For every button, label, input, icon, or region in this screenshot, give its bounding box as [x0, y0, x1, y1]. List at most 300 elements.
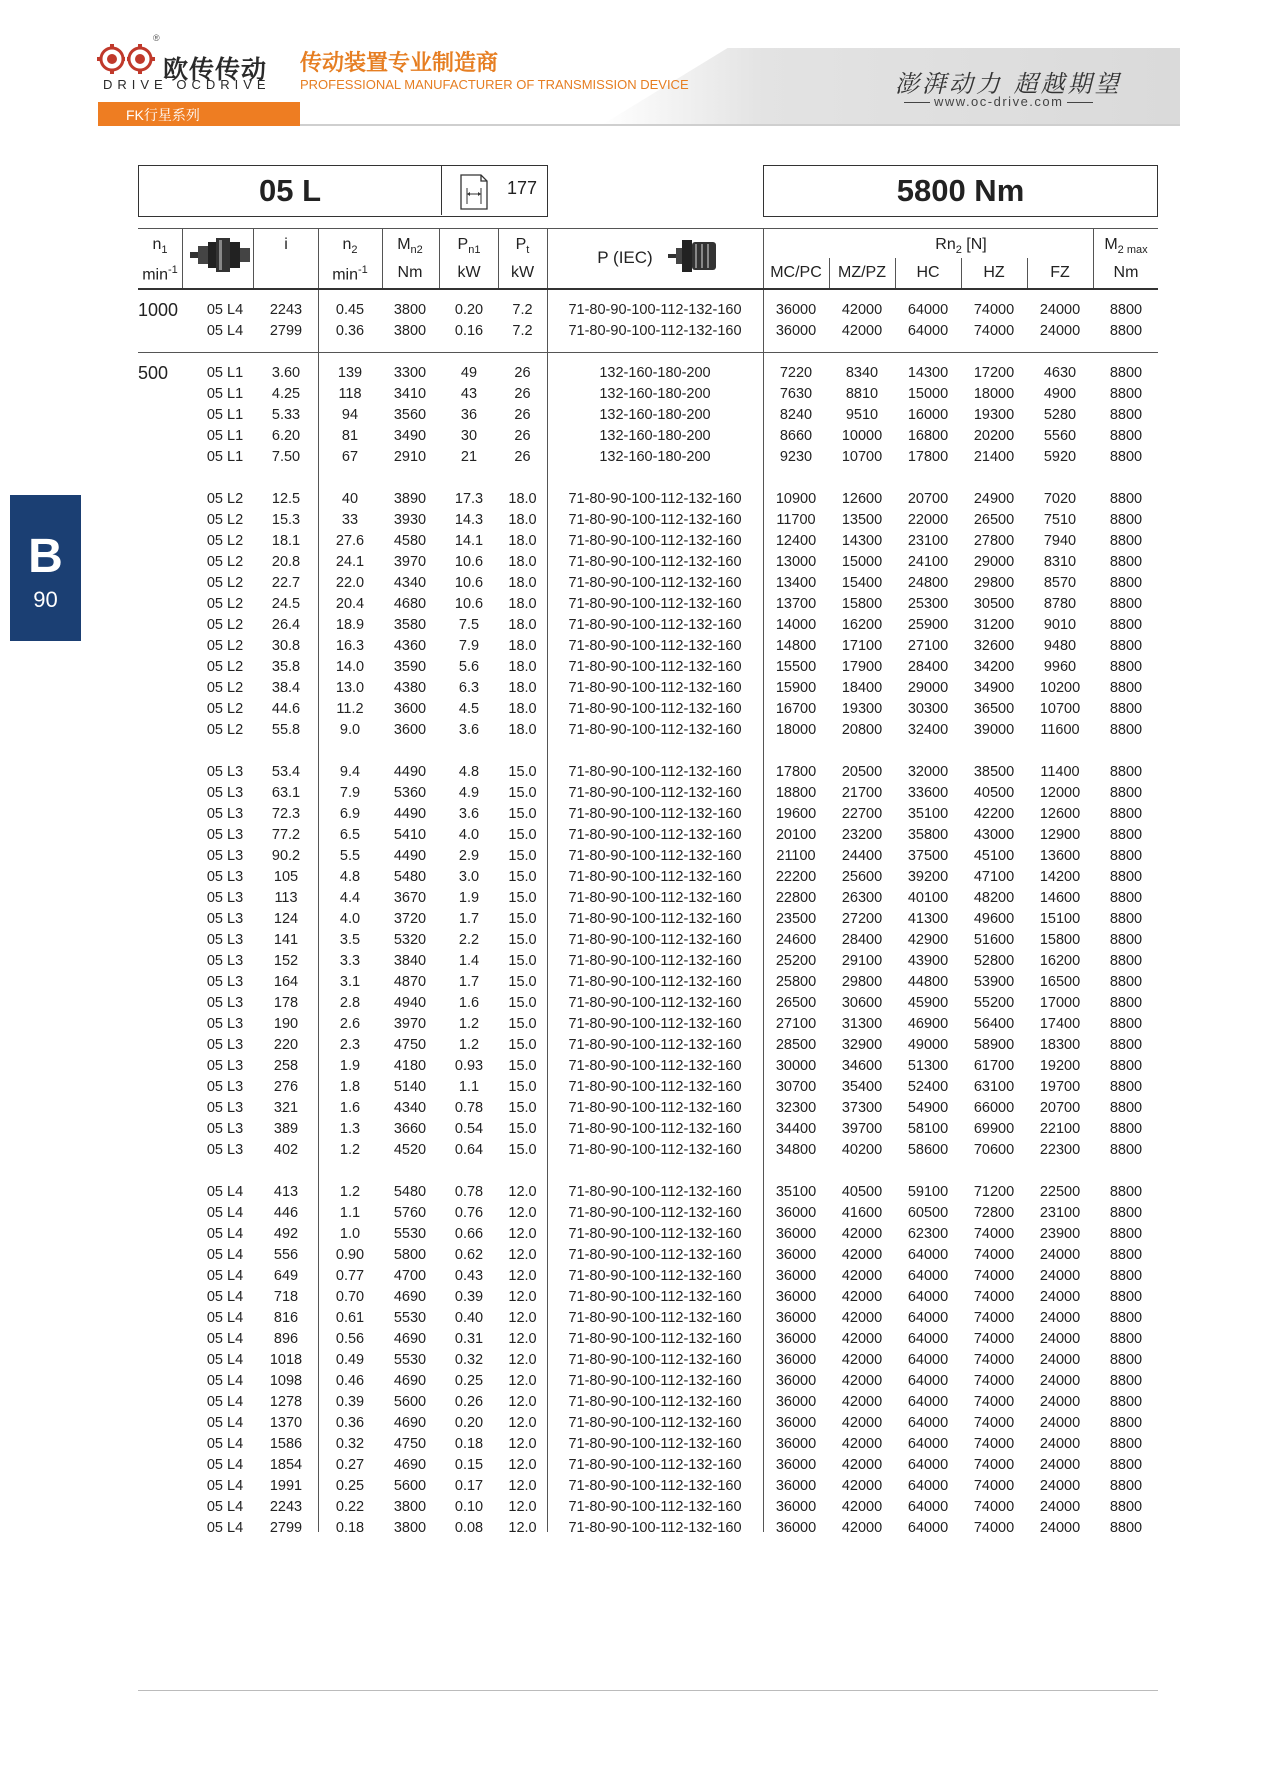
cell-output-speed: 2.3 [339, 1037, 361, 1053]
cell-thermal-power: 12.0 [508, 1499, 537, 1515]
cell-iec-motor-sizes: 71-80-90-100-112-132-160 [568, 512, 742, 528]
cell-ratio: 4.25 [271, 386, 301, 402]
cell-max-torque: 8800 [1109, 890, 1143, 906]
cell-load-hz: 66000 [973, 1100, 1015, 1116]
cell-load-mz-pz: 13500 [841, 512, 883, 528]
table-row [0, 953, 1280, 974]
col-mn2: $M_{n2}$ [397, 236, 423, 257]
cell-iec-motor-sizes: 71-80-90-100-112-132-160 [568, 323, 742, 339]
cell-load-fz: 11400 [1040, 764, 1080, 780]
table-row [0, 512, 1280, 533]
cell-ratio: 1098 [269, 1373, 303, 1389]
cell-rated-power: 7.5 [458, 617, 480, 633]
cell-load-hc: 41300 [907, 911, 949, 927]
group-separator [138, 352, 1158, 353]
cell-load-hz: 36500 [973, 701, 1015, 717]
cell-iec-motor-sizes: 71-80-90-100-112-132-160 [568, 974, 742, 990]
cell-load-hc: 27100 [907, 638, 949, 654]
col-divider [895, 258, 896, 288]
cell-rated-power: 3.0 [458, 869, 480, 885]
cell-iec-motor-sizes: 71-80-90-100-112-132-160 [568, 1268, 742, 1284]
cell-thermal-power: 12.0 [508, 1226, 537, 1242]
cell-load-mc-pc: 8240 [779, 407, 813, 423]
table-row [0, 827, 1280, 848]
cell-rated-torque: 4690 [393, 1289, 427, 1305]
table-row [0, 365, 1280, 386]
cell-thermal-power: 26 [514, 428, 531, 444]
cell-rated-torque: 3800 [393, 323, 427, 339]
cell-iec-motor-sizes: 71-80-90-100-112-132-160 [568, 302, 742, 318]
tagline-cn: 传动装置专业制造商 [300, 50, 499, 75]
col-divider [318, 229, 319, 288]
cell-load-hz: 55200 [973, 995, 1015, 1011]
cell-thermal-power: 26 [514, 449, 531, 465]
cell-output-speed: 0.22 [335, 1499, 365, 1515]
cell-load-fz: 18300 [1039, 1037, 1081, 1053]
cell-thermal-power: 15.0 [508, 1016, 537, 1032]
cell-iec-motor-sizes: 71-80-90-100-112-132-160 [568, 1184, 742, 1200]
input-speed-label: 500 [138, 363, 169, 383]
cell-load-hc: 49000 [907, 1037, 949, 1053]
cell-gear-type: 05 L4 [206, 302, 244, 318]
table-row [0, 386, 1280, 407]
cell-max-torque: 8800 [1109, 911, 1143, 927]
cell-ratio: 556 [273, 1247, 299, 1263]
cell-rated-torque: 4700 [393, 1268, 427, 1284]
table-row [0, 680, 1280, 701]
cell-gear-type: 05 L4 [206, 1457, 244, 1473]
cell-rated-power: 4.9 [458, 785, 480, 801]
cell-rated-power: 0.20 [454, 302, 484, 318]
cell-load-fz: 16200 [1039, 953, 1081, 969]
cell-load-fz: 16500 [1039, 974, 1081, 990]
cell-thermal-power: 15.0 [508, 890, 537, 906]
cell-load-mz-pz: 42000 [841, 1457, 883, 1473]
cell-max-torque: 8800 [1109, 953, 1143, 969]
cell-output-speed: 0.27 [335, 1457, 365, 1473]
cell-load-hz: 26500 [973, 512, 1015, 528]
cell-max-torque: 8800 [1109, 1142, 1143, 1158]
cell-load-hc: 32400 [907, 722, 949, 738]
cell-iec-motor-sizes: 71-80-90-100-112-132-160 [568, 659, 742, 675]
cell-load-hc: 64000 [907, 1310, 949, 1326]
table-row [0, 449, 1280, 470]
cell-iec-motor-sizes: 71-80-90-100-112-132-160 [568, 995, 742, 1011]
table-row [0, 323, 1280, 344]
cell-rated-torque: 4490 [393, 764, 427, 780]
cell-rated-torque: 4490 [393, 848, 427, 864]
cell-load-hz: 74000 [973, 1226, 1015, 1242]
cell-thermal-power: 12.0 [508, 1415, 537, 1431]
cell-load-hz: 49600 [973, 911, 1015, 927]
cell-gear-type: 05 L2 [206, 554, 244, 570]
cell-ratio: 7.50 [271, 449, 301, 465]
cell-rated-power: 1.2 [458, 1016, 480, 1032]
cell-load-mc-pc: 7630 [779, 386, 813, 402]
dimension-page-ref[interactable]: 177 [507, 178, 538, 198]
cell-ratio: 2799 [269, 1520, 303, 1536]
cell-iec-motor-sizes: 71-80-90-100-112-132-160 [568, 827, 742, 843]
cell-output-speed: 0.49 [335, 1352, 365, 1368]
cell-output-speed: 3.1 [339, 974, 361, 990]
cell-ratio: 190 [273, 1016, 299, 1032]
cell-output-speed: 118 [338, 386, 362, 402]
cell-load-mc-pc: 13400 [775, 575, 817, 591]
website-link[interactable] [900, 94, 1097, 109]
cell-load-mz-pz: 42000 [841, 1247, 883, 1263]
cell-gear-type: 05 L2 [206, 638, 244, 654]
cell-load-hz: 32600 [973, 638, 1015, 654]
cell-load-hz: 29000 [973, 554, 1015, 570]
cell-load-mz-pz: 37300 [841, 1100, 883, 1116]
col-divider [1027, 258, 1028, 288]
cell-thermal-power: 18.0 [508, 512, 537, 528]
cell-max-torque: 8800 [1109, 995, 1143, 1011]
cell-load-hz: 20200 [973, 428, 1015, 444]
cell-load-hc: 43900 [907, 953, 949, 969]
cell-load-mc-pc: 14800 [775, 638, 817, 654]
table-row [0, 1226, 1280, 1247]
cell-max-torque: 8800 [1109, 1268, 1143, 1284]
cell-load-mz-pz: 29100 [841, 953, 883, 969]
cell-iec-motor-sizes: 71-80-90-100-112-132-160 [568, 1352, 742, 1368]
cell-thermal-power: 12.0 [508, 1436, 537, 1452]
col-mzpz: MZ/PZ [838, 264, 886, 281]
cell-load-mc-pc: 25800 [775, 974, 817, 990]
cell-rated-torque: 5320 [393, 932, 427, 948]
cell-rated-power: 43 [460, 386, 478, 402]
cell-load-mc-pc: 30000 [775, 1058, 817, 1074]
cell-rated-torque: 3800 [393, 1520, 427, 1536]
cell-ratio: 220 [273, 1037, 299, 1053]
table-row [0, 491, 1280, 512]
cell-gear-type: 05 L4 [206, 1289, 244, 1305]
cell-load-hc: 16800 [907, 428, 949, 444]
cell-thermal-power: 12.0 [508, 1373, 537, 1389]
cell-max-torque: 8800 [1109, 1226, 1143, 1242]
table-row [0, 1436, 1280, 1457]
cell-load-fz: 9480 [1043, 638, 1077, 654]
cell-iec-motor-sizes: 71-80-90-100-112-132-160 [568, 1016, 742, 1032]
cell-load-hz: 74000 [973, 1373, 1015, 1389]
cell-load-hz: 31200 [973, 617, 1015, 633]
cell-iec-motor-sizes: 132-160-180-200 [599, 428, 711, 444]
cell-load-fz: 12600 [1039, 806, 1081, 822]
cell-output-speed: 0.18 [335, 1520, 365, 1536]
cell-rated-power: 0.78 [454, 1184, 484, 1200]
slogan: 澎湃动力 超越期望 [895, 70, 1122, 98]
cell-gear-type: 05 L1 [206, 428, 244, 444]
cell-load-fz: 14200 [1039, 869, 1081, 885]
cell-load-mz-pz: 34600 [841, 1058, 883, 1074]
cell-load-hz: 74000 [973, 1457, 1015, 1473]
cell-load-mc-pc: 27100 [775, 1016, 817, 1032]
cell-ratio: 1854 [269, 1457, 303, 1473]
cell-load-hz: 74000 [973, 1436, 1015, 1452]
cell-rated-power: 10.6 [454, 596, 484, 612]
cell-output-speed: 9.4 [339, 764, 361, 780]
cell-load-fz: 24000 [1039, 1499, 1081, 1515]
cell-thermal-power: 12.0 [508, 1247, 537, 1263]
cell-rated-power: 0.64 [454, 1142, 484, 1158]
cell-iec-motor-sizes: 71-80-90-100-112-132-160 [568, 1373, 742, 1389]
cell-rated-torque: 3930 [393, 512, 427, 528]
cell-thermal-power: 18.0 [508, 680, 537, 696]
cell-max-torque: 8800 [1109, 323, 1143, 339]
cell-rated-torque: 4690 [393, 1331, 427, 1347]
cell-iec-motor-sizes: 132-160-180-200 [599, 365, 711, 381]
cell-rated-power: 0.78 [454, 1100, 484, 1116]
cell-load-mc-pc: 8660 [779, 428, 813, 444]
cell-thermal-power: 12.0 [508, 1520, 537, 1536]
cell-load-fz: 23900 [1039, 1226, 1081, 1242]
cell-load-mz-pz: 42000 [841, 1415, 883, 1431]
cell-output-speed: 0.70 [335, 1289, 365, 1305]
cell-ratio: 124 [273, 911, 299, 927]
table-row [0, 1037, 1280, 1058]
cell-output-speed: 1.2 [339, 1142, 361, 1158]
cell-max-torque: 8800 [1109, 1352, 1143, 1368]
cell-load-hz: 29800 [973, 575, 1015, 591]
cell-rated-torque: 4520 [393, 1142, 427, 1158]
cell-load-mz-pz: 15800 [841, 596, 883, 612]
cell-load-mc-pc: 36000 [775, 1226, 817, 1242]
cell-load-hc: 20700 [907, 491, 949, 507]
model-name: 05 L [258, 173, 322, 208]
cell-load-hc: 30300 [907, 701, 949, 717]
cell-load-hz: 61700 [973, 1058, 1015, 1074]
cell-output-speed: 1.3 [339, 1121, 361, 1137]
cell-thermal-power: 12.0 [508, 1310, 537, 1326]
cell-thermal-power: 18.0 [508, 617, 537, 633]
brand-name-en: DRIVE OCDRIVE [103, 77, 271, 92]
cell-rated-power: 36 [460, 407, 478, 423]
cell-load-mc-pc: 24600 [775, 932, 817, 948]
cell-iec-motor-sizes: 71-80-90-100-112-132-160 [568, 932, 742, 948]
cell-load-hz: 74000 [973, 1394, 1015, 1410]
table-row [0, 1520, 1280, 1541]
cell-iec-motor-sizes: 71-80-90-100-112-132-160 [568, 1310, 742, 1326]
cell-iec-motor-sizes: 71-80-90-100-112-132-160 [568, 1142, 742, 1158]
table-row [0, 1268, 1280, 1289]
cell-max-torque: 8800 [1109, 1205, 1143, 1221]
cell-rated-torque: 5480 [393, 1184, 427, 1200]
cell-rated-torque: 3560 [393, 407, 427, 423]
cell-rated-power: 0.25 [454, 1373, 484, 1389]
cell-output-speed: 1.9 [339, 1058, 361, 1074]
cell-max-torque: 8800 [1109, 1373, 1143, 1389]
cell-thermal-power: 18.0 [508, 596, 537, 612]
cell-load-hc: 15000 [907, 386, 949, 402]
model-box-divider [441, 166, 442, 215]
cell-load-hc: 40100 [907, 890, 949, 906]
col-mn2-unit: Nm [397, 264, 423, 281]
table-row [0, 869, 1280, 890]
cell-load-fz: 24000 [1039, 1436, 1081, 1452]
cell-load-hc: 58100 [907, 1121, 949, 1137]
cell-rated-torque: 3600 [393, 701, 427, 717]
cell-iec-motor-sizes: 71-80-90-100-112-132-160 [568, 953, 742, 969]
cell-load-hc: 64000 [907, 1268, 949, 1284]
cell-load-hc: 35800 [907, 827, 949, 843]
cell-ratio: 113 [274, 890, 298, 906]
cell-load-mz-pz: 29800 [841, 974, 883, 990]
cell-output-speed: 11.2 [336, 701, 364, 717]
cell-load-mc-pc: 36000 [775, 1247, 817, 1263]
cell-ratio: 3.60 [271, 365, 301, 381]
cell-load-mc-pc: 36000 [775, 1520, 817, 1536]
cell-rated-torque: 3660 [393, 1121, 427, 1137]
cell-load-mc-pc: 19600 [775, 806, 817, 822]
cell-load-fz: 22300 [1039, 1142, 1081, 1158]
cell-output-speed: 0.32 [335, 1436, 365, 1452]
cell-output-speed: 2.6 [339, 1016, 361, 1032]
cell-load-hc: 64000 [907, 323, 949, 339]
cell-rated-power: 0.40 [454, 1310, 484, 1326]
cell-load-mc-pc: 15900 [775, 680, 817, 696]
cell-load-fz: 17400 [1039, 1016, 1081, 1032]
cell-thermal-power: 18.0 [508, 554, 537, 570]
cell-output-speed: 20.4 [335, 596, 365, 612]
cell-thermal-power: 15.0 [508, 911, 537, 927]
cell-iec-motor-sizes: 71-80-90-100-112-132-160 [568, 1331, 742, 1347]
table-row [0, 1247, 1280, 1268]
cell-load-mz-pz: 30600 [841, 995, 883, 1011]
cell-rated-power: 1.9 [458, 890, 480, 906]
cell-load-mz-pz: 42000 [841, 1331, 883, 1347]
cell-load-hz: 74000 [973, 1520, 1015, 1536]
cell-load-hz: 39000 [973, 722, 1015, 738]
cell-thermal-power: 26 [514, 386, 531, 402]
cell-load-mz-pz: 23200 [841, 827, 883, 843]
cell-output-speed: 0.36 [335, 323, 365, 339]
cell-load-hc: 62300 [907, 1226, 949, 1242]
cell-max-torque: 8800 [1109, 827, 1143, 843]
cell-thermal-power: 12.0 [508, 1268, 537, 1284]
cell-gear-type: 05 L2 [206, 491, 244, 507]
cell-load-mz-pz: 19300 [841, 701, 883, 717]
planetary-gearbox-icon [190, 236, 250, 274]
cell-load-fz: 5920 [1043, 449, 1077, 465]
cell-ratio: 141 [273, 932, 299, 948]
cell-gear-type: 05 L1 [206, 365, 244, 381]
table-row [0, 1499, 1280, 1520]
cell-max-torque: 8800 [1109, 386, 1143, 402]
cell-load-mz-pz: 24400 [841, 848, 883, 864]
cell-output-speed: 1.2 [339, 1184, 361, 1200]
table-row [0, 995, 1280, 1016]
cell-rated-power: 1.6 [458, 995, 480, 1011]
cell-load-mc-pc: 32300 [775, 1100, 817, 1116]
cell-load-mc-pc: 23500 [775, 911, 817, 927]
table-row [0, 1415, 1280, 1436]
cell-rated-power: 0.62 [454, 1247, 484, 1263]
cell-load-fz: 24000 [1039, 1478, 1081, 1494]
cell-ratio: 12.5 [271, 491, 301, 507]
cell-load-fz: 15800 [1039, 932, 1081, 948]
cell-load-hz: 63100 [973, 1079, 1015, 1095]
cell-output-speed: 1.8 [339, 1079, 361, 1095]
cell-load-hz: 19300 [973, 407, 1015, 423]
table-row [0, 1142, 1280, 1163]
cell-output-speed: 4.0 [339, 911, 361, 927]
cell-output-speed: 6.9 [339, 806, 361, 822]
cell-load-mz-pz: 40500 [841, 1184, 883, 1200]
cell-max-torque: 8800 [1109, 1499, 1143, 1515]
cell-load-mz-pz: 42000 [841, 302, 883, 318]
cell-load-hc: 64000 [907, 1415, 949, 1431]
cell-load-fz: 15100 [1039, 911, 1081, 927]
cell-rated-power: 0.15 [454, 1457, 484, 1473]
cell-load-mz-pz: 42000 [841, 1499, 883, 1515]
series-tab: FK行星系列 [98, 102, 300, 126]
cell-rated-torque: 4940 [393, 995, 427, 1011]
cell-rated-power: 4.8 [458, 764, 480, 780]
col-divider [439, 229, 440, 288]
cell-thermal-power: 15.0 [508, 1037, 537, 1053]
cell-rated-torque: 3490 [393, 428, 427, 444]
cell-load-fz: 24000 [1039, 1268, 1081, 1284]
cell-gear-type: 05 L3 [206, 953, 244, 969]
cell-max-torque: 8800 [1109, 1478, 1143, 1494]
cell-load-hz: 42200 [973, 806, 1015, 822]
cell-load-hz: 69900 [973, 1121, 1015, 1137]
cell-gear-type: 05 L4 [206, 1226, 244, 1242]
cell-output-speed: 3.5 [339, 932, 361, 948]
cell-load-mz-pz: 32900 [841, 1037, 883, 1053]
table-row [0, 1394, 1280, 1415]
cell-iec-motor-sizes: 71-80-90-100-112-132-160 [568, 1415, 742, 1431]
cell-ratio: 402 [273, 1142, 299, 1158]
cell-rated-power: 2.9 [458, 848, 480, 864]
cell-load-hc: 39200 [907, 869, 949, 885]
cell-load-mz-pz: 21700 [841, 785, 883, 801]
cell-iec-motor-sizes: 71-80-90-100-112-132-160 [568, 1520, 742, 1536]
cell-gear-type: 05 L3 [206, 1079, 244, 1095]
cell-rated-power: 0.10 [454, 1499, 484, 1515]
cell-load-hz: 74000 [973, 1289, 1015, 1305]
table-row [0, 848, 1280, 869]
gear-logo-icon [96, 40, 160, 78]
website-text: www.oc-drive.com [934, 94, 1064, 109]
cell-rated-torque: 5140 [393, 1079, 427, 1095]
cell-load-mc-pc: 15500 [775, 659, 817, 675]
cell-load-hc: 42900 [907, 932, 949, 948]
cell-rated-power: 0.18 [454, 1436, 484, 1452]
table-row [0, 1079, 1280, 1100]
table-row [0, 932, 1280, 953]
cell-load-hc: 64000 [907, 1394, 949, 1410]
cell-max-torque: 8800 [1109, 785, 1143, 801]
cell-max-torque: 8800 [1109, 1100, 1143, 1116]
table-header-top-border [138, 228, 1158, 229]
cell-load-hc: 64000 [907, 1436, 949, 1452]
cell-rated-power: 30 [460, 428, 478, 444]
table-row [0, 1100, 1280, 1121]
cell-max-torque: 8800 [1109, 596, 1143, 612]
cell-rated-torque: 4750 [393, 1436, 427, 1452]
cell-load-fz: 14600 [1039, 890, 1081, 906]
cell-rated-torque: 3840 [393, 953, 427, 969]
cell-ratio: 413 [273, 1184, 299, 1200]
cell-gear-type: 05 L4 [206, 1247, 244, 1263]
cell-gear-type: 05 L2 [206, 533, 244, 549]
cell-load-mz-pz: 42000 [841, 1373, 883, 1389]
cell-rated-torque: 4580 [393, 533, 427, 549]
cell-output-speed: 9.0 [339, 722, 361, 738]
cell-load-fz: 24000 [1039, 1331, 1081, 1347]
cell-rated-power: 1.2 [458, 1037, 480, 1053]
